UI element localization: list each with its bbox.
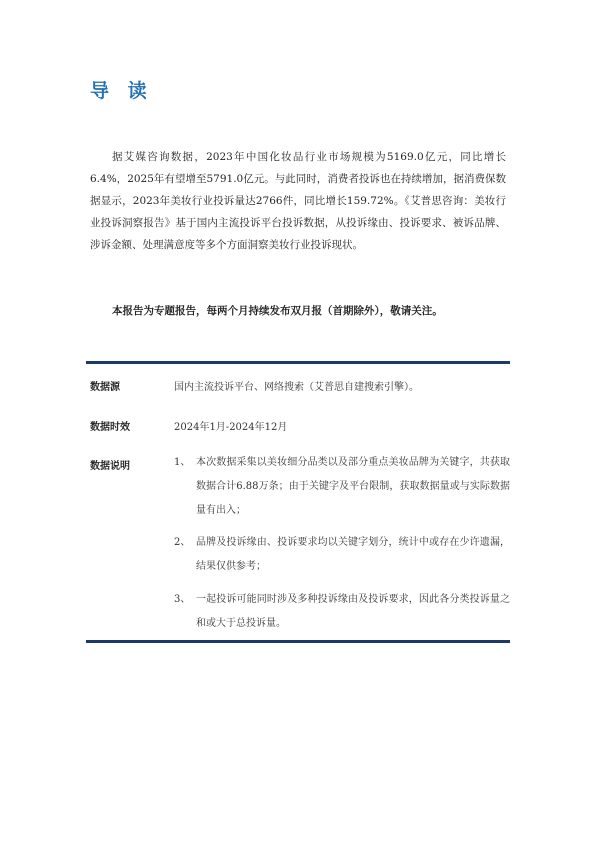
period-value: 2024年1月-2024年12月	[174, 422, 288, 433]
description-item-3	[174, 588, 510, 636]
description-item-text: 本次数据采集以美妆细分品类以及部分重点美妆品牌为关键字，共获取数据合计6.88万条；由于关键字及平台限制，获取数据量或与实际数据量有出入；	[196, 457, 510, 516]
source-label: 数据源	[90, 382, 120, 393]
description-item-1	[174, 451, 510, 523]
description-item-text: 品牌及投诉缘由、投诉要求均以关键字划分，统计中或存在少许遗漏，结果仅供参考；	[196, 537, 510, 572]
bottom-divider	[86, 640, 510, 643]
report-notice: 本报告为专题报告，每两个月持续发布双月报（首期除外），敬请关注。	[112, 305, 443, 317]
description-label: 数据说明	[90, 461, 130, 472]
description-item-2	[174, 531, 510, 579]
description-item-number: 2、	[174, 537, 191, 548]
description-item-text: 一起投诉可能同时涉及多种投诉缘由及投诉要求，因此各分类投诉量之和或大于总投诉量。	[196, 594, 510, 629]
description-item-number: 1、	[174, 457, 191, 468]
intro-paragraph: 据艾媒咨询数据，2023年中国化妆品行业市场规模为5169.0亿元，同比增长6.4%，2025年有望增至5791.0亿元。与此同时，消费者投诉也在持续增加，据消费保数据显示，2023年美妆行业投诉量达2766件，同比增长159.72%。《艾普思咨询：美妆行业投诉洞察报告》基于国内主流投诉平台投诉数据，从投诉缘由、投诉要求、被诉品牌、涉诉金额、处理满意度等多个方面洞察美妆行业投诉现状。	[90, 151, 506, 251]
top-divider	[86, 361, 510, 364]
source-value: 国内主流投诉平台、网络搜索（艾普思自建搜索引擎）。	[174, 382, 419, 393]
page-title: 导 读	[90, 80, 153, 102]
period-label: 数据时效	[90, 422, 130, 433]
description-item-number: 3、	[174, 594, 191, 605]
